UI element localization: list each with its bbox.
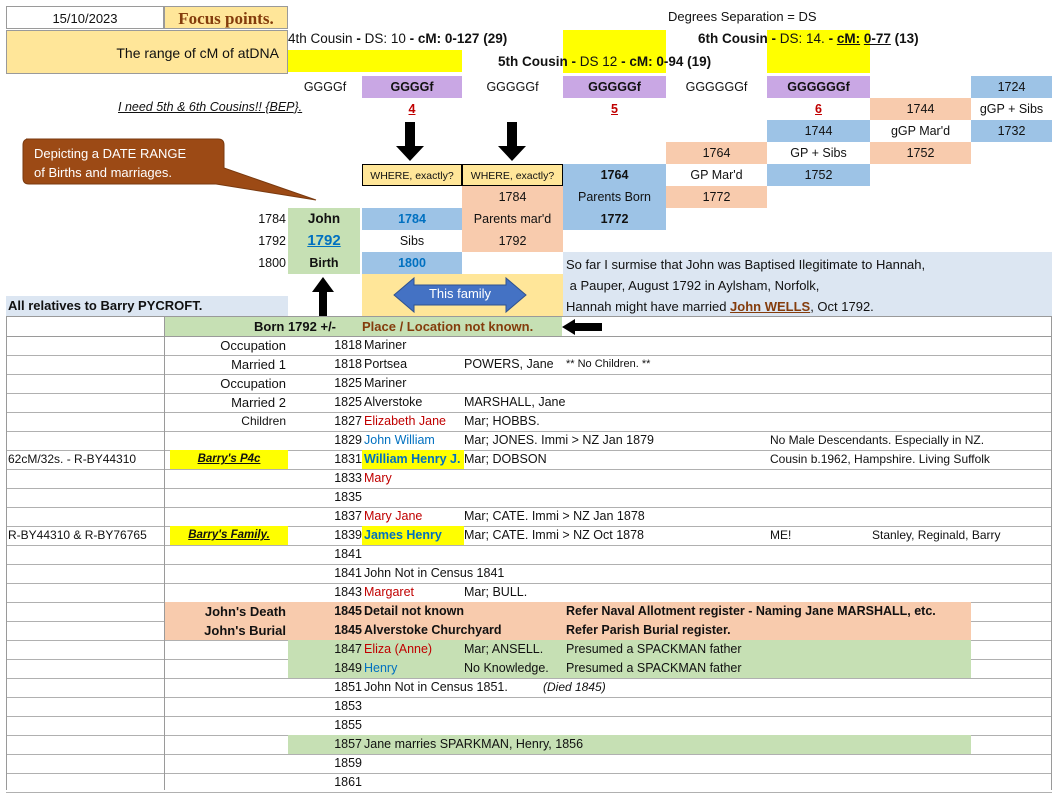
row-detail[interactable]: Mar; CATE. Immi > NZ Jan 1878 bbox=[464, 509, 645, 523]
row-reference[interactable] bbox=[8, 659, 158, 678]
table-row bbox=[6, 678, 1052, 697]
fifth-cousin-ds: DS 12 bbox=[579, 54, 618, 69]
surmise-text bbox=[566, 254, 925, 317]
row-label[interactable] bbox=[164, 507, 286, 526]
row-label[interactable] bbox=[164, 640, 286, 659]
gen-cell-4[interactable]: GGGGGf bbox=[563, 76, 666, 98]
row-reference[interactable] bbox=[8, 735, 158, 754]
row-name[interactable] bbox=[362, 773, 364, 792]
row-label[interactable] bbox=[164, 773, 286, 792]
gen-cell-3[interactable]: GGGGGf bbox=[486, 80, 539, 94]
row-year[interactable]: 1849 bbox=[334, 661, 362, 675]
gen-cell-1[interactable]: GGGGf bbox=[303, 80, 347, 94]
row-reference[interactable] bbox=[8, 678, 158, 697]
row-detail[interactable]: No Knowledge. bbox=[464, 661, 549, 675]
row-year[interactable]: 1818 bbox=[334, 338, 362, 352]
row-extra-2[interactable]: Stanley, Reginald, Barry bbox=[872, 528, 1001, 542]
year-1764-cell[interactable]: 1764 bbox=[666, 142, 767, 164]
table-row bbox=[6, 754, 1052, 773]
gen-cell-5[interactable]: GGGGGGf bbox=[685, 80, 748, 94]
surmise-line-3 bbox=[566, 296, 925, 317]
row-name[interactable] bbox=[362, 488, 364, 507]
year-1724-cell[interactable]: 1724 bbox=[971, 76, 1052, 98]
dash: - bbox=[621, 54, 626, 69]
row-name[interactable]: Alverstoke Churchyard bbox=[364, 623, 502, 637]
row-label[interactable]: Occupation bbox=[220, 338, 286, 353]
row-year[interactable]: 1845 bbox=[334, 623, 362, 637]
row-name[interactable]: Eliza (Anne) bbox=[364, 642, 433, 656]
parents-born-cell[interactable]: Parents Born bbox=[563, 186, 666, 208]
row-label[interactable] bbox=[164, 545, 286, 564]
fifth-cousin-header bbox=[498, 54, 711, 69]
fourth-cousin-ds: DS: 10 bbox=[364, 31, 406, 46]
need-cousins-note: I need 5th & 6th Cousins!! {BEP}. bbox=[118, 100, 303, 114]
row-reference[interactable] bbox=[8, 754, 158, 773]
table-row bbox=[6, 469, 1052, 488]
ggp-sibs-cell[interactable]: gGP + Sibs bbox=[979, 102, 1044, 116]
john-year-link[interactable]: 1792 bbox=[288, 230, 360, 252]
row-detail[interactable]: Mar; CATE. Immi > NZ Oct 1878 bbox=[464, 528, 645, 542]
row-reference[interactable] bbox=[8, 355, 158, 374]
row-name[interactable]: Mary Jane bbox=[364, 509, 423, 523]
gp-sibs-cell[interactable]: GP + Sibs bbox=[790, 146, 847, 160]
sixth-cousin-header bbox=[698, 31, 919, 46]
row-reference[interactable] bbox=[8, 393, 158, 412]
up-arrow-icon bbox=[311, 276, 335, 318]
row-year[interactable]: 1857 bbox=[334, 737, 362, 751]
table-row bbox=[6, 602, 1052, 621]
row-year[interactable]: 1827 bbox=[334, 414, 362, 428]
left-arrow-icon bbox=[561, 318, 603, 336]
table-row bbox=[6, 393, 1052, 412]
row-label[interactable] bbox=[164, 583, 286, 602]
callout-line-2: of Births and marriages. bbox=[34, 165, 173, 180]
year-1752-cell[interactable]: 1752 bbox=[870, 142, 971, 164]
dash: - bbox=[771, 31, 777, 46]
fourth-cousin-highlight bbox=[288, 50, 462, 72]
fifth-cousin-count: (19) bbox=[687, 54, 712, 69]
sixth-cousin-cm-label: cM: bbox=[836, 31, 861, 46]
row-year[interactable]: 1859 bbox=[334, 756, 362, 770]
row-reference[interactable] bbox=[8, 545, 158, 564]
row-extra[interactable]: Presumed a SPACKMAN father bbox=[566, 661, 742, 675]
john-year-1784: 1784 bbox=[258, 212, 286, 226]
row-label[interactable]: Barry's P4c bbox=[170, 450, 288, 469]
row-reference[interactable] bbox=[8, 697, 158, 716]
row-label[interactable] bbox=[164, 735, 286, 754]
row-year[interactable]: 1843 bbox=[334, 585, 362, 599]
row-detail[interactable]: Refer Parish Burial register. bbox=[566, 623, 731, 637]
john-year-1792: 1792 bbox=[258, 234, 286, 248]
row-reference[interactable] bbox=[8, 412, 158, 431]
year-1744-cell[interactable]: 1744 bbox=[870, 98, 971, 120]
place-unknown-label[interactable]: Place / Location not known. bbox=[362, 319, 534, 334]
john-name-cell[interactable]: John bbox=[288, 208, 360, 230]
sibs-cell[interactable]: Sibs bbox=[399, 234, 425, 248]
year-1784-cell[interactable]: 1784 bbox=[462, 186, 563, 208]
row-reference[interactable] bbox=[8, 507, 158, 526]
table-row bbox=[6, 336, 1052, 355]
surmise-line-3-post: , Oct 1792. bbox=[810, 299, 874, 314]
row-label[interactable] bbox=[164, 716, 286, 735]
birth-cell[interactable]: Birth bbox=[288, 252, 360, 274]
table-row bbox=[6, 564, 1052, 583]
row-name[interactable] bbox=[362, 754, 364, 773]
row-reference[interactable] bbox=[8, 716, 158, 735]
dash: - bbox=[409, 31, 415, 46]
gen-number-4: 4 bbox=[408, 102, 416, 116]
row-extra[interactable]: No Male Descendants. Especially in NZ. bbox=[770, 433, 985, 447]
row-detail[interactable]: Mar; JONES. Immi > NZ Jan 1879 bbox=[464, 433, 654, 447]
row-label[interactable] bbox=[164, 431, 286, 450]
table-row bbox=[6, 412, 1052, 431]
row-name[interactable]: Elizabeth Jane bbox=[364, 414, 447, 428]
row-name[interactable] bbox=[362, 545, 364, 564]
year-1764b-cell[interactable]: 1764 bbox=[563, 164, 666, 186]
row-label[interactable] bbox=[164, 564, 286, 583]
row-year[interactable]: 1839 bbox=[334, 528, 362, 542]
row-name[interactable]: John Not in Census 1851. bbox=[364, 680, 508, 694]
surmise-line-3-pre: Hannah might have married bbox=[566, 299, 731, 314]
row-year[interactable]: 1845 bbox=[334, 604, 362, 618]
row-detail[interactable]: Refer Naval Allotment register - Naming Jane MARSHALL, etc. bbox=[566, 604, 936, 618]
row-name[interactable]: Henry bbox=[364, 661, 398, 675]
row-name[interactable] bbox=[362, 697, 364, 716]
row-label[interactable]: Children bbox=[241, 414, 286, 428]
row-name[interactable]: John Not in Census 1841 bbox=[364, 566, 505, 580]
table-row bbox=[6, 640, 1052, 659]
row-detail[interactable]: Mar; ANSELL. bbox=[464, 642, 544, 656]
row-year[interactable]: 1847 bbox=[334, 642, 362, 656]
row-reference[interactable] bbox=[8, 488, 158, 507]
row-detail[interactable]: POWERS, Jane bbox=[464, 357, 554, 371]
table-row bbox=[6, 507, 1052, 526]
sixth-cousin-label: 6th Cousin bbox=[698, 31, 768, 46]
row-extra[interactable]: Cousin b.1962, Hampshire. Living Suffolk bbox=[770, 452, 990, 466]
dash: - bbox=[356, 31, 361, 46]
table-row bbox=[6, 355, 1052, 374]
row-label[interactable]: John's Death bbox=[204, 604, 286, 619]
surmise-line-2: a Pauper, August 1792 in Aylsham, Norfolk, bbox=[566, 278, 820, 293]
row-name[interactable]: Mariner bbox=[364, 376, 407, 390]
table-row bbox=[6, 659, 1052, 678]
row-year[interactable]: 1825 bbox=[334, 395, 362, 409]
all-relatives-label: All relatives to Barry PYCROFT. bbox=[6, 296, 288, 316]
date-cell[interactable]: 15/10/2023 bbox=[6, 6, 164, 29]
row-year[interactable]: 1841 bbox=[334, 547, 362, 561]
callout-text bbox=[34, 144, 186, 182]
row-year[interactable]: 1855 bbox=[334, 718, 362, 732]
dash: - bbox=[571, 54, 577, 69]
sibs-year-1800[interactable]: 1800 bbox=[362, 252, 462, 274]
row-detail[interactable]: (Died 1845) bbox=[543, 680, 606, 694]
row-year[interactable]: 1831 bbox=[334, 452, 362, 466]
row-name[interactable]: Alverstoke bbox=[364, 395, 423, 409]
gen-cell-2[interactable]: GGGGf bbox=[362, 76, 462, 98]
row-reference[interactable] bbox=[8, 621, 158, 640]
surmise-line-1: So far I surmise that John was Baptised Ilegitimate to Hannah, bbox=[566, 257, 926, 272]
row-detail[interactable]: Mar; BULL. bbox=[464, 585, 528, 599]
table-row bbox=[6, 431, 1052, 450]
year-1752b-cell[interactable]: 1752 bbox=[767, 164, 870, 186]
row-name[interactable]: William Henry J. bbox=[362, 450, 464, 469]
row-reference[interactable] bbox=[8, 583, 158, 602]
fourth-cousin-cm: 0-127 bbox=[444, 31, 480, 46]
fourth-cousin-header bbox=[288, 31, 507, 46]
row-label[interactable] bbox=[164, 754, 286, 773]
table-row bbox=[6, 697, 1052, 716]
row-year[interactable]: 1861 bbox=[334, 775, 362, 789]
table-row bbox=[6, 735, 1052, 754]
cm-range-note[interactable]: The range of cM of atDNA bbox=[6, 30, 288, 74]
table-row bbox=[6, 621, 1052, 640]
fifth-cousin-cm: 0-94 bbox=[656, 54, 684, 69]
row-extra[interactable]: ME! bbox=[770, 528, 792, 542]
year-1732-cell[interactable]: 1732 bbox=[971, 120, 1052, 142]
row-name[interactable]: Jane marries SPARKMAN, Henry, 1856 bbox=[364, 737, 584, 751]
row-detail[interactable]: Mar; DOBSON bbox=[464, 452, 547, 466]
row-reference[interactable]: 62cM/32s. - R-BY44310 bbox=[8, 452, 137, 466]
row-reference[interactable] bbox=[8, 602, 158, 621]
row-reference[interactable] bbox=[8, 773, 158, 792]
row-extra[interactable]: Presumed a SPACKMAN father bbox=[566, 642, 742, 656]
row-reference[interactable] bbox=[8, 431, 158, 450]
fourth-cousin-count: (29) bbox=[483, 31, 508, 46]
down-arrow-icon bbox=[395, 122, 425, 162]
row-label[interactable] bbox=[164, 678, 286, 697]
row-name[interactable]: Portsea bbox=[364, 357, 408, 371]
john-wells-link[interactable]: John WELLS bbox=[730, 299, 811, 314]
row-name[interactable]: Mary bbox=[364, 471, 392, 485]
row-label[interactable] bbox=[164, 697, 286, 716]
table-row bbox=[6, 545, 1052, 564]
row-year[interactable]: 1835 bbox=[334, 490, 362, 504]
row-reference[interactable] bbox=[8, 336, 158, 355]
table-row bbox=[6, 716, 1052, 735]
row-year[interactable]: 1829 bbox=[334, 433, 362, 447]
gen-number-5: 5 bbox=[611, 102, 618, 116]
born-label[interactable]: Born 1792 +/- bbox=[254, 319, 337, 334]
john-year-1800: 1800 bbox=[258, 256, 286, 270]
table-row bbox=[6, 374, 1052, 393]
row-label[interactable]: Married 1 bbox=[231, 357, 286, 372]
row-reference[interactable]: R-BY44310 & R-BY76765 bbox=[8, 528, 147, 542]
year-1772-cell[interactable]: 1772 bbox=[666, 186, 767, 208]
row-year[interactable]: 1818 bbox=[334, 357, 362, 371]
down-arrow-icon bbox=[497, 122, 527, 162]
row-divider bbox=[6, 792, 1052, 793]
row-year[interactable]: 1825 bbox=[334, 376, 362, 390]
sixth-cousin-ds: DS: 14. bbox=[779, 31, 825, 46]
row-label[interactable]: John's Burial bbox=[204, 623, 286, 638]
row-year[interactable]: 1833 bbox=[334, 471, 362, 485]
ggp-mard-cell[interactable]: gGP Mar'd bbox=[890, 124, 951, 138]
table-row bbox=[6, 488, 1052, 507]
parents-mard-cell[interactable]: Parents mar'd bbox=[462, 208, 563, 230]
row-name[interactable]: Mariner bbox=[364, 338, 407, 352]
row-name[interactable]: James Henry bbox=[362, 526, 464, 545]
row-label[interactable]: Married 2 bbox=[231, 395, 286, 410]
callout-line-1: Depicting a DATE RANGE bbox=[34, 146, 187, 161]
where-exactly-cell-2[interactable]: WHERE, exactly? bbox=[462, 164, 563, 186]
fifth-cousin-cm-label: cM: bbox=[629, 54, 653, 69]
row-reference[interactable] bbox=[8, 564, 158, 583]
row-label[interactable] bbox=[164, 488, 286, 507]
gen-number-6: 6 bbox=[815, 102, 822, 116]
year-1792-cell[interactable]: 1792 bbox=[462, 230, 563, 252]
row-extra[interactable]: ** No Children. ** bbox=[566, 358, 651, 370]
row-name[interactable]: Detail not known bbox=[364, 604, 464, 618]
row-name[interactable]: John William bbox=[364, 433, 435, 447]
fourth-cousin-label: 4th Cousin bbox=[288, 31, 353, 46]
row-year[interactable]: 1851 bbox=[334, 680, 362, 694]
row-reference[interactable] bbox=[8, 469, 158, 488]
row-year[interactable]: 1837 bbox=[334, 509, 362, 523]
year-1744b-cell[interactable]: 1744 bbox=[767, 120, 870, 142]
row-reference[interactable] bbox=[8, 640, 158, 659]
ds-legend: Degrees Separation = DS bbox=[668, 9, 817, 24]
row-label[interactable]: Barry's Family. bbox=[170, 526, 288, 545]
sixth-cousin-cm: 0-77 bbox=[863, 31, 891, 46]
row-detail[interactable]: Mar; HOBBS. bbox=[464, 414, 540, 428]
fifth-cousin-label: 5th Cousin bbox=[498, 54, 568, 69]
row-name[interactable] bbox=[362, 716, 364, 735]
focus-points-title[interactable]: Focus points. bbox=[164, 6, 288, 29]
year-1772b-cell[interactable]: 1772 bbox=[563, 208, 666, 230]
row-year[interactable]: 1853 bbox=[334, 699, 362, 713]
row-name[interactable]: Margaret bbox=[364, 585, 415, 599]
table-row bbox=[6, 526, 1052, 545]
where-exactly-cell-1[interactable]: WHERE, exactly? bbox=[362, 164, 462, 186]
sixth-cousin-count: (13) bbox=[894, 31, 919, 46]
row-detail[interactable]: MARSHALL, Jane bbox=[464, 395, 566, 409]
table-row bbox=[6, 773, 1052, 792]
this-family-label: This family bbox=[428, 286, 492, 301]
row-reference[interactable] bbox=[8, 374, 158, 393]
row-label[interactable] bbox=[164, 469, 286, 488]
row-label[interactable] bbox=[164, 659, 286, 678]
gen-cell-6[interactable]: GGGGGGf bbox=[767, 76, 870, 98]
fourth-cousin-cm-label: cM: bbox=[417, 31, 442, 46]
gp-mard-cell[interactable]: GP Mar'd bbox=[690, 168, 743, 182]
table-row bbox=[6, 450, 1052, 469]
table-row bbox=[6, 583, 1052, 602]
row-label[interactable]: Occupation bbox=[220, 376, 286, 391]
row-year[interactable]: 1841 bbox=[334, 566, 362, 580]
sibs-year-1784[interactable]: 1784 bbox=[362, 208, 462, 230]
dash: - bbox=[828, 31, 834, 46]
